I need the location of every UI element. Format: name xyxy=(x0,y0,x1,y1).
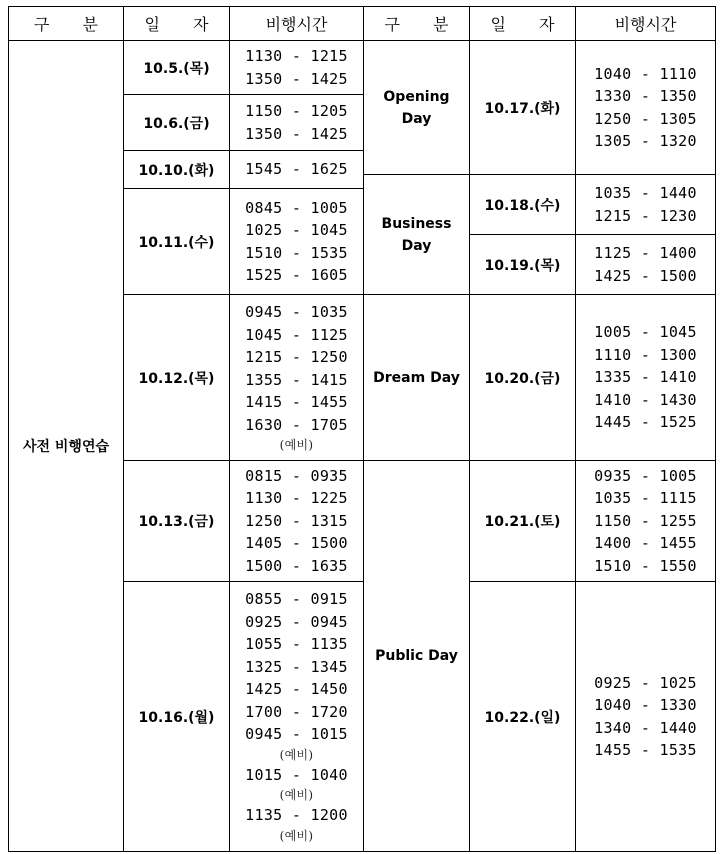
date-cell: 10.10.(화) xyxy=(124,151,230,189)
flight-time: 0845 - 1005 xyxy=(245,198,348,217)
flight-times-cell xyxy=(230,95,364,151)
date-cell: 10.21.(토) xyxy=(470,461,576,582)
flight-time: 1355 - 1415 xyxy=(245,370,348,389)
category-label-line: Day xyxy=(401,237,432,254)
flight-time: 0945 - 1035 xyxy=(245,303,348,321)
reserve-flight-time: 1015 - 1040 xyxy=(245,765,348,784)
flight-time: 1510 - 1535 xyxy=(245,243,348,262)
flight-time: 1305 - 1320 xyxy=(594,132,697,150)
flight-times-cell xyxy=(576,41,716,175)
category-public-day xyxy=(364,461,470,852)
flight-time: 1425 - 1450 xyxy=(245,680,348,699)
flight-times-cell xyxy=(576,175,716,235)
reserve-note: (예비) xyxy=(279,828,314,843)
flight-time: 0925 - 0945 xyxy=(245,612,348,631)
flight-time: 1250 - 1315 xyxy=(245,511,348,530)
flight-time: 1425 - 1500 xyxy=(594,266,697,285)
flight-times-cell xyxy=(230,461,364,582)
flight-times-cell xyxy=(576,295,716,461)
flight-time: 1400 - 1455 xyxy=(594,534,697,553)
flight-time: 0815 - 0935 xyxy=(245,466,348,485)
header-flight-time-left: 비행시간 xyxy=(230,7,364,41)
date-cell: 10.5.(목) xyxy=(124,41,230,95)
date-cell: 10.13.(금) xyxy=(124,461,230,582)
flight-time: 1525 - 1605 xyxy=(245,266,348,284)
flight-time: 1215 - 1250 xyxy=(245,348,348,366)
flight-time: 1130 - 1225 xyxy=(245,489,348,508)
category-label-line: Public Day xyxy=(375,648,458,664)
category-opening-day xyxy=(364,41,470,175)
flight-time: 1405 - 1500 xyxy=(245,534,348,553)
date-cell: 10.22.(일) xyxy=(470,582,576,852)
flight-time: 1630 - 1705 xyxy=(245,415,348,434)
flight-time: 1055 - 1135 xyxy=(245,635,348,654)
flight-time: 0925 - 1025 xyxy=(594,673,697,692)
category-business-day xyxy=(364,175,470,295)
reserve-note: (예비) xyxy=(279,788,314,803)
header-category-left: 구 분 xyxy=(9,7,124,41)
flight-times-cell xyxy=(576,582,716,852)
date-cell: 10.20.(금) xyxy=(470,295,576,461)
flight-time: 1455 - 1535 xyxy=(594,741,697,759)
flight-time: 1045 - 1125 xyxy=(245,325,348,344)
date-cell: 10.18.(수) xyxy=(470,175,576,235)
flight-time: 1325 - 1345 xyxy=(245,657,348,676)
category-label-line: Dream Day xyxy=(373,369,460,386)
flight-time: 1350 - 1425 xyxy=(245,124,348,143)
flight-time: 1340 - 1440 xyxy=(594,718,697,737)
reserve-note: (예비) xyxy=(279,747,314,762)
flight-times-cell xyxy=(576,461,716,582)
header-row xyxy=(9,7,716,41)
date-cell: 10.6.(금) xyxy=(124,95,230,151)
flight-time: 1350 - 1425 xyxy=(245,69,348,88)
practice-flight-label: 사전 비행연습 xyxy=(9,41,124,852)
reserve-flight-time: 0945 - 1015 xyxy=(245,725,348,744)
flight-time: 1445 - 1525 xyxy=(594,413,697,432)
flight-time: 1035 - 1115 xyxy=(594,489,697,508)
category-dream-day xyxy=(364,295,470,461)
flight-times-cell xyxy=(230,295,364,461)
flight-times-cell xyxy=(230,151,364,189)
flight-time: 1040 - 1330 xyxy=(594,696,697,714)
flight-time: 1500 - 1635 xyxy=(245,556,348,575)
reserve-note: (예비) xyxy=(279,438,314,452)
header-date-left: 일 자 xyxy=(124,7,230,41)
flight-schedule-table xyxy=(8,6,716,852)
flight-time: 1130 - 1215 xyxy=(245,47,348,65)
category-label-line: Day xyxy=(401,110,432,127)
flight-time: 1110 - 1300 xyxy=(594,345,697,364)
category-label-line: Opening xyxy=(383,88,450,105)
flight-time: 1150 - 1255 xyxy=(594,511,697,530)
flight-time: 1250 - 1305 xyxy=(594,109,697,128)
date-cell: 10.12.(목) xyxy=(124,295,230,461)
flight-time: 1335 - 1410 xyxy=(594,368,697,387)
reserve-flight-time: 1135 - 1200 xyxy=(245,806,348,825)
flight-time: 1025 - 1045 xyxy=(245,221,348,239)
flight-time: 1035 - 1440 xyxy=(594,184,697,202)
flight-times-cell xyxy=(230,41,364,95)
flight-time: 1150 - 1205 xyxy=(245,102,348,120)
flight-time: 1415 - 1455 xyxy=(245,393,348,411)
flight-time: 1700 - 1720 xyxy=(245,702,348,721)
flight-time: 1330 - 1350 xyxy=(594,87,697,105)
flight-time: 1545 - 1625 xyxy=(245,160,348,179)
flight-time: 0855 - 0915 xyxy=(245,590,348,609)
flight-times-cell xyxy=(230,582,364,852)
flight-time: 0935 - 1005 xyxy=(594,466,697,485)
date-cell: 10.17.(화) xyxy=(470,41,576,175)
flight-time: 1510 - 1550 xyxy=(594,556,697,575)
flight-time: 1215 - 1230 xyxy=(594,206,697,225)
date-cell: 10.16.(월) xyxy=(124,582,230,852)
category-label-line: Business xyxy=(381,215,452,232)
flight-times-cell xyxy=(576,235,716,295)
flight-time: 1410 - 1430 xyxy=(594,390,697,409)
flight-time: 1040 - 1110 xyxy=(594,64,697,83)
flight-time: 1005 - 1045 xyxy=(594,323,697,342)
header-flight-time-right: 비행시간 xyxy=(576,7,716,41)
flight-time: 1125 - 1400 xyxy=(594,244,697,262)
date-cell: 10.11.(수) xyxy=(124,189,230,295)
header-category-right: 구 분 xyxy=(364,7,470,41)
flight-times-cell xyxy=(230,189,364,295)
header-date-right: 일 자 xyxy=(470,7,576,41)
date-cell: 10.19.(목) xyxy=(470,235,576,295)
